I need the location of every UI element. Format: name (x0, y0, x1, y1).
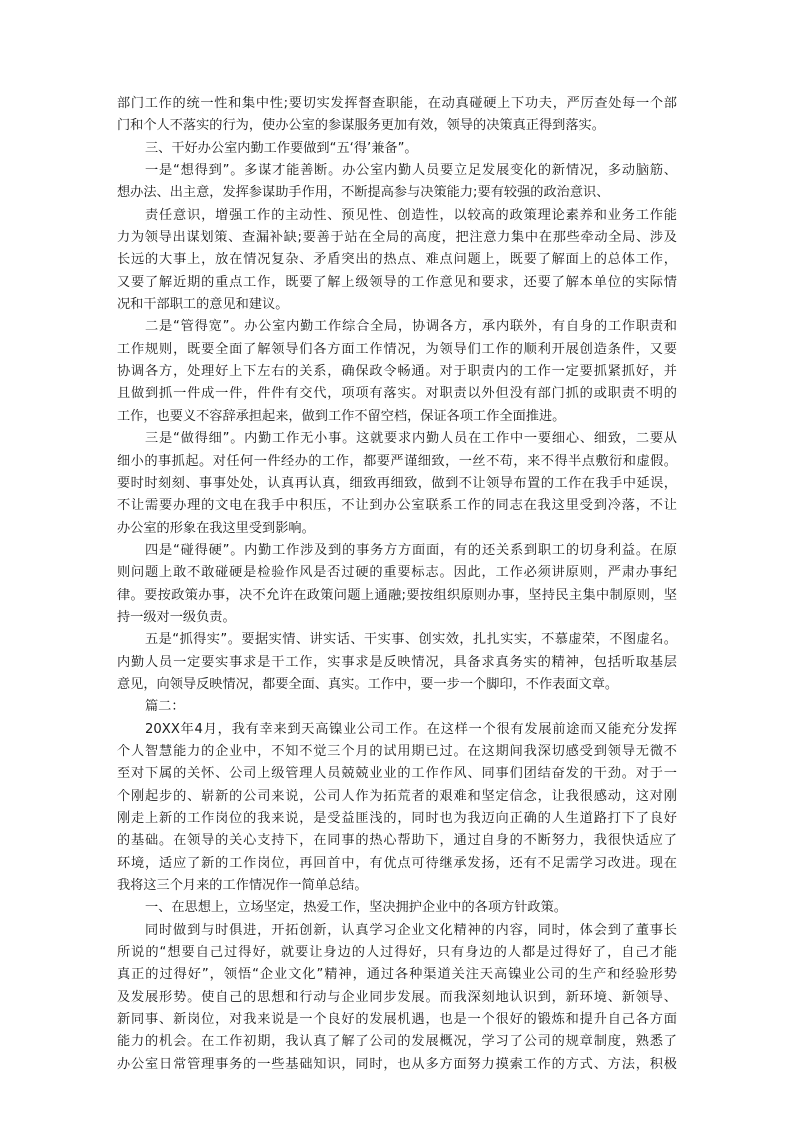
text-line: 长远的大事上，放在情况复杂、矛盾突出的热点、难点问题上，既要了解面上的总体工作， (117, 252, 677, 268)
text-line: 况和干部职工的意见和建议。 (117, 297, 289, 313)
text-line: 一是“想得到”。多谋才能善断。办公室内勤人员要立足发展变化的新情况，多动脑筋、 (145, 163, 677, 179)
text-line: 三、干好办公室内勤工作要做到“五‘得’兼备”。 (145, 140, 418, 156)
text-line: 个刚起步的、崭新的公司来说，公司人作为拓荒者的艰难和坚定信念，让我很感动，这对刚 (117, 788, 677, 804)
text-line: 个人智慧能力的企业中，不知不觉三个月的试用期已过。在这期间我深切感受到领导无微不 (117, 743, 677, 759)
text-line: 要时时刻刻、事事处处，认真再认真，细致再细致，做到不让领导布置的工作在我手中延误， (117, 475, 677, 491)
text-line: 内勤人员一定要实事求是干工作，实事求是反映情况，具备求真务实的精神，包括听取基层 (117, 654, 677, 670)
text-line: 办公室的形象在我这里受到影响。 (117, 520, 315, 536)
text-line: 协调各方，处理好上下左右的关系，确保政令畅通。对于职责内的工作一定要抓紧抓好，并 (117, 364, 677, 380)
text-line: 20XX年4月，我有幸来到天高镍业公司工作。在这样一个很有发展前途而又能充分发挥 (145, 721, 677, 737)
text-line: 责任意识，增强工作的主动性、预见性、创造性，以较高的政策理论素养和业务工作能 (145, 207, 677, 223)
text-line: 不让需要办理的文电在我手中积压，不让到办公室联系工作的同志在我这里受到冷落，不让 (117, 498, 677, 514)
text-line: 且做到抓一件成一件，件件有交代，项项有落实。对职责以外但没有部门抓的或职责不明的 (117, 386, 677, 402)
text-line: 工作，也要义不容辞承担起来，做到工作不留空档，保证各项工作全面推进。 (117, 408, 566, 424)
text-line: 的基础。在领导的关心支持下，在同事的热心帮助下，通过自身的不断努力，我很快适应了 (117, 833, 677, 849)
document-page (117, 93, 677, 1076)
text-line: 部门工作的统一性和集中性;要切实发挥督查职能，在动真碰硬上下功夫，严厉查处每一个部 (117, 96, 677, 111)
text-line: 意见，向领导反映情况，都要全面、真实。工作中，要一步一个脚印，不作表面文章。 (117, 676, 619, 692)
text-line: 三是“做得细”。内勤工作无小事。这就要求内勤人员在工作中一要细心、细致，二要从 (145, 431, 677, 447)
text-line: 细小的事抓起。对任何一件经办的工作，都要严谨细致，一丝不苟，来不得半点敷衍和虚假。 (117, 453, 677, 469)
text-line: 工作规则，既要全面了解领导们各方面工作情况，为领导们工作的顺利开展创造条件，又要 (117, 341, 677, 357)
text-line: 我将这三个月来的工作情况作一简单总结。 (117, 878, 368, 894)
text-line: 想办法、出主意，发挥参谋助手作用，不断提高参与决策能力;要有较强的政治意识、 (117, 185, 610, 201)
text-line: 同时做到与时俱进，开拓创新，认真学习企业文化精神的内容，同时，体会到了董事长 (145, 922, 677, 938)
text-line: 五是“抓得实”。要据实情、讲实话、干实事、创实效，扎扎实实，不慕虚荣，不图虚名。 (145, 632, 677, 648)
text-line: 及发展形势。使自己的思想和行动与企业同步发展。而我深刻地认识到，新环境、新领导、 (117, 989, 677, 1005)
text-line: 刚走上新的工作岗位的我来说，是受益匪浅的，同时也为我迈向正确的人生道路打下了良好 (117, 811, 677, 826)
text-line: 新同事、新岗位，对我来说是一个良好的发展机遇，也是一个很好的锻炼和提升自己各方面 (117, 1012, 677, 1028)
text-line: 力为领导出谋划策、查漏补缺;要善于站在全局的高度，把注意力集中在那些牵动全局、涉及 (117, 230, 677, 246)
text-line: 能力的机会。在工作初期，我认真了解了公司的发展概况，学习了公司的规章制度，熟悉了 (117, 1034, 677, 1050)
text-line: 则问题上敢不敢碰硬是检验作风是否过硬的重要标志。因此，工作必须讲原则，严肃办事纪 (117, 565, 677, 581)
text-line: 篇二： (145, 699, 185, 715)
text-line: 又要了解近期的重点工作，既要了解上级领导的工作意见和要求，还要了解本单位的实际情 (117, 274, 677, 290)
text-line: 一、在思想上，立场坚定，热爱工作，坚决拥护企业中的各项方针政策。 (145, 900, 567, 916)
text-line: 真正的过得好”，领悟“企业文化”精神，通过各种渠道关注天高镍业公司的生产和经验形势 (117, 967, 677, 983)
text-line: 持一级对一级负责。 (117, 609, 236, 625)
text-line: 办公室日常管理事务的一些基础知识，同时，也从多方面努力摸索工作的方式、方法，积极 (117, 1056, 677, 1072)
text-line: 所说的“想要自己过得好，就要让身边的人过得好，只有身边的人都是过得好了，自己才能 (117, 945, 677, 961)
text-line: 四是“碰得硬”。内勤工作涉及到的事务方方面面，有的还关系到职工的切身利益。在原 (145, 542, 677, 558)
text-line: 门和个人不落实的行为，使办公室的参谋服务更加有效，领导的决策真正得到落实。 (117, 118, 605, 134)
text-line: 环境，适应了新的工作岗位，再回首中，有优点可待继承发扬，还有不足需学习改进。现在 (117, 855, 677, 871)
text-line: 律。要按政策办事，决不允许在政策问题上通融;要按组织原则办事，坚持民主集中制原则，坚 (117, 587, 677, 603)
text-line: 至对下属的关怀、公司上级管理人员兢兢业业的工作作风、同事们团结奋发的干劲。对于一 (117, 766, 677, 782)
text-line: 二是“管得宽”。办公室内勤工作综合全局，协调各方，承内联外，有自身的工作职责和 (145, 319, 677, 335)
